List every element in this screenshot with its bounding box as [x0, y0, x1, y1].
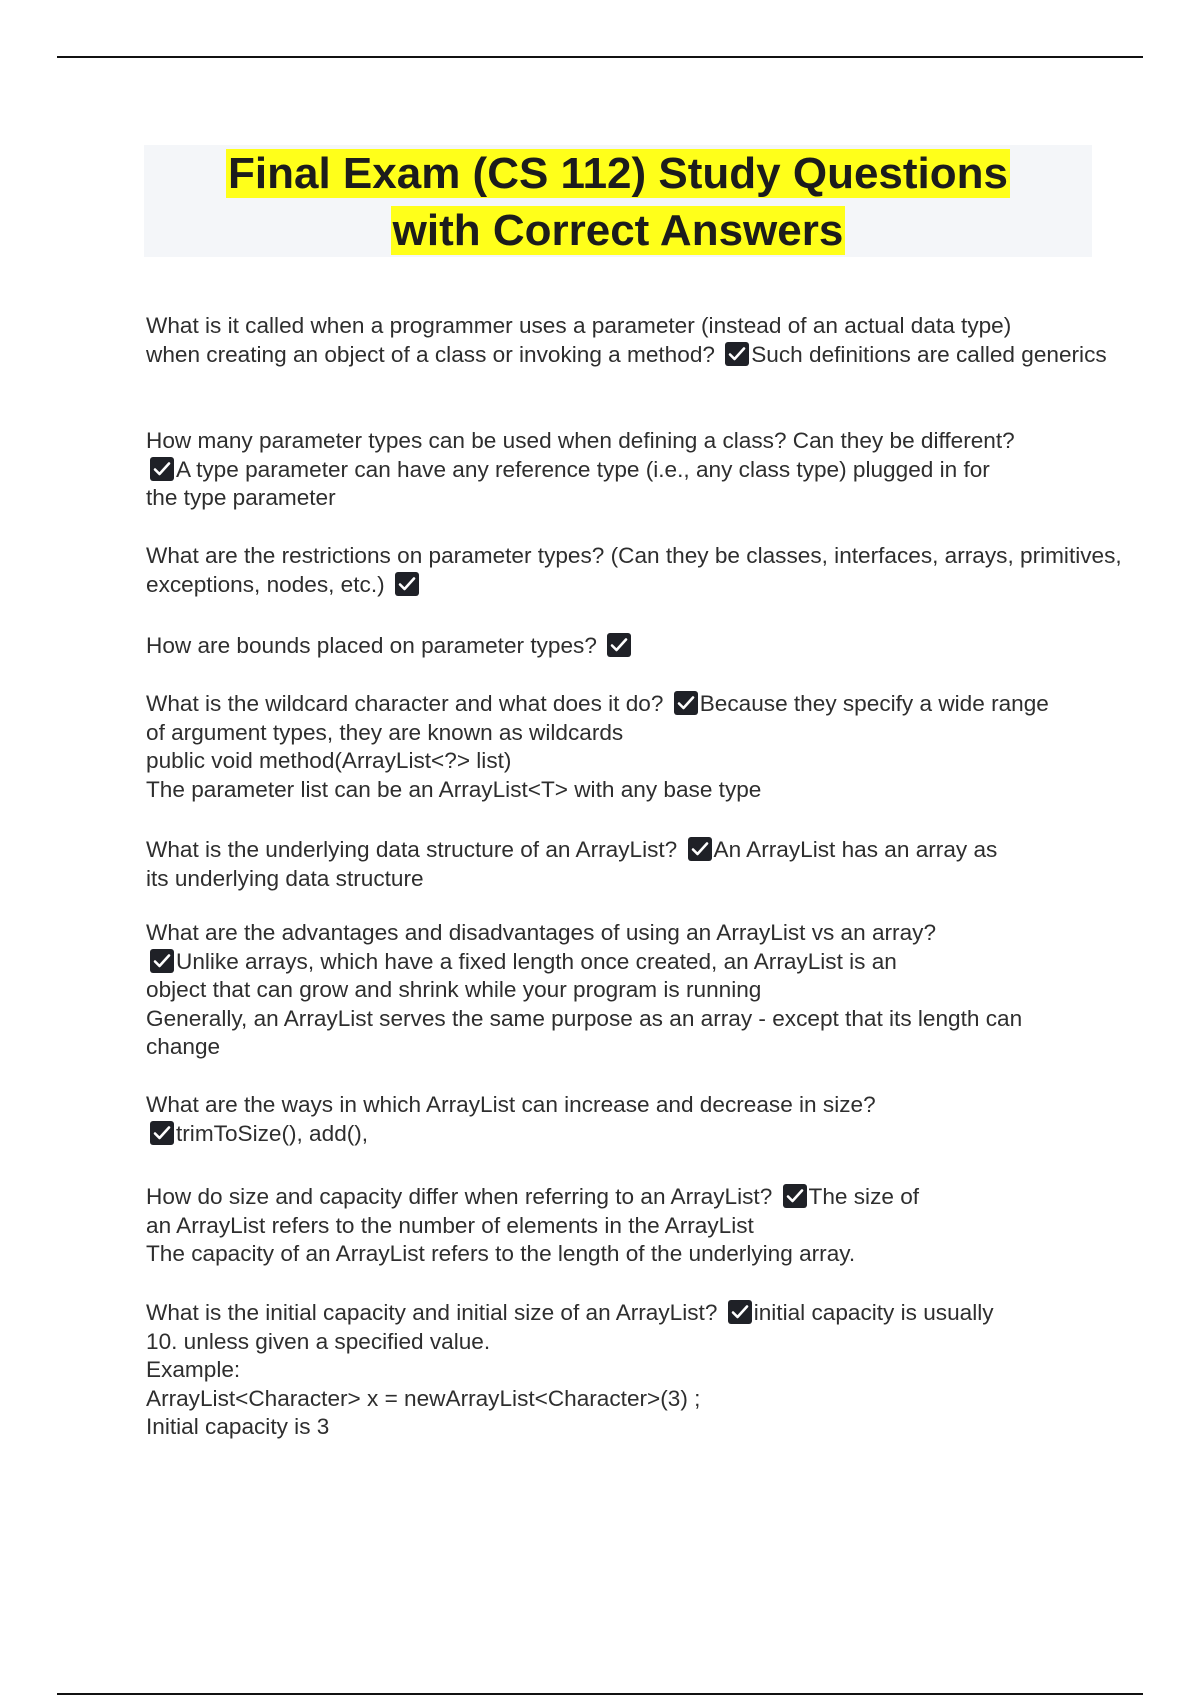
answer-text: trimToSize(), add(), [176, 1120, 369, 1146]
qa-item [146, 632, 633, 661]
answer-text: ArrayList<Character> x = newArrayList<Character>(3) ; [146, 1385, 701, 1411]
qa-item [146, 542, 1122, 599]
checkmark-box-icon [150, 457, 174, 481]
checkmark-box-icon [783, 1184, 807, 1208]
answer-text: initial capacity is usually [753, 1300, 994, 1325]
answer-text: An ArrayList has an array as [713, 837, 998, 862]
answer-text: its underlying data structure [146, 865, 424, 891]
answer-text: an ArrayList refers to the number of elements in the ArrayList [146, 1212, 754, 1238]
answer-text: Initial capacity is 3 [146, 1414, 330, 1439]
answer-text: Because they specify a wide range [699, 691, 1049, 716]
question-text: What is the wildcard character and what does it do? [146, 691, 670, 716]
checkmark-box-icon [725, 342, 749, 366]
checkmark-box-icon [607, 633, 631, 657]
question-text: What are the restrictions on parameter types? (Can they be classes, interfaces, arrays, primitives, [146, 543, 1122, 568]
qa-item [146, 1183, 919, 1269]
answer-text: The capacity of an ArrayList refers to the length of the underlying array. [146, 1241, 856, 1266]
question-text: How many parameter types can be used when defining a class? Can they be different? [146, 428, 1015, 453]
answer-text: the type parameter [146, 485, 336, 510]
answer-text: Example: [146, 1357, 241, 1382]
answer-text: The size of [808, 1184, 920, 1209]
checkmark-box-icon [728, 1300, 752, 1324]
answer-text: Generally, an ArrayList serves the same purpose as an array - except that its length can [146, 1005, 1023, 1031]
answer-text: Such definitions are called generics [751, 341, 1107, 367]
question-text: How do size and capacity differ when referring to an ArrayList? [146, 1184, 779, 1209]
title-line-2: with Correct Answers [392, 206, 844, 255]
answer-text: public void method(ArrayList<?> list) [146, 748, 512, 773]
qa-item [146, 427, 1015, 513]
checkmark-box-icon [674, 691, 698, 715]
qa-item [146, 1299, 994, 1442]
checkmark-box-icon [150, 949, 174, 973]
title-banner [144, 145, 1092, 257]
checkmark-box-icon [688, 837, 712, 861]
qa-item [146, 1091, 876, 1148]
question-text: What is it called when a programmer uses a parameter (instead of an actual data type) [146, 313, 1012, 338]
question-text: What are the ways in which ArrayList can increase and decrease in size? [146, 1092, 876, 1117]
question-text: when creating an object of a class or invoking a method? [146, 341, 722, 367]
question-text: exceptions, nodes, etc.) [146, 571, 391, 597]
question-text: What is the initial capacity and initial size of an ArrayList? [146, 1300, 724, 1325]
answer-text: of argument types, they are known as wildcards [146, 719, 624, 745]
answer-text: The parameter list can be an ArrayList<T> with any base type [146, 776, 762, 802]
question-text: How are bounds placed on parameter types? [146, 633, 604, 658]
bottom-rule [57, 1693, 1143, 1695]
qa-item [146, 312, 1107, 369]
answer-text: change [146, 1034, 221, 1059]
answer-text: object that can grow and shrink while your program is running [146, 977, 762, 1002]
checkmark-box-icon [150, 1121, 174, 1145]
title-line-1: Final Exam (CS 112) Study Questions [228, 149, 1008, 198]
question-text: What is the underlying data structure of an ArrayList? [146, 837, 684, 862]
answer-text: A type parameter can have any reference type (i.e., any class type) plugged in for [176, 456, 990, 482]
answer-text: 10. unless given a specified value. [146, 1328, 491, 1354]
qa-item [146, 690, 1049, 804]
top-rule [57, 56, 1143, 58]
checkmark-box-icon [395, 572, 419, 596]
qa-item [146, 919, 1022, 1062]
question-text: What are the advantages and disadvantages of using an ArrayList vs an array? [146, 920, 937, 945]
qa-item [146, 836, 997, 893]
answer-text: Unlike arrays, which have a fixed length once created, an ArrayList is an [176, 948, 897, 974]
